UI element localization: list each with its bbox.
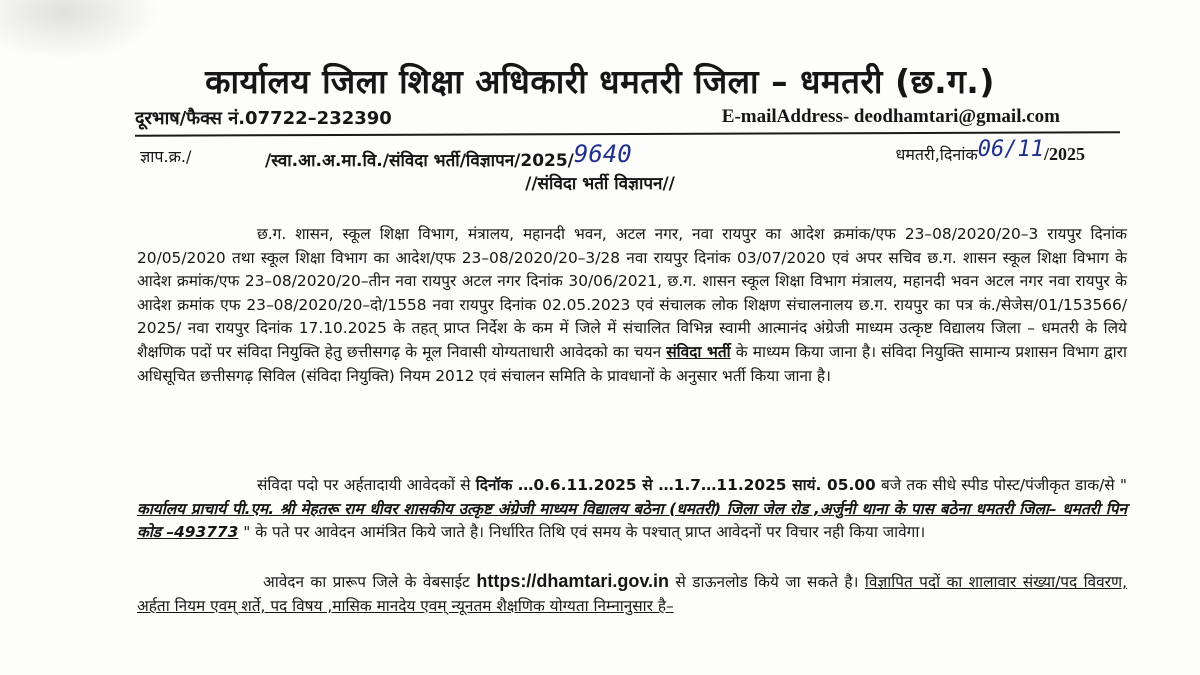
office-title: कार्यालय जिला शिक्षा अधिकारी धमतरी जिला – धमतरी (छ.ग.) xyxy=(205,62,995,101)
website-link[interactable]: https://dhamtari.gov.in xyxy=(476,571,670,591)
para2-text-c: " के पते पर आवेदन आमंत्रित किये जाते है। निर्धारित तिथि एवं समय के पश्चात् प्राप्त आवेदनों पर विचार नही किया जावेगा। xyxy=(243,523,926,542)
phone-fax: दूरभाष/फैक्स नं.07722–232390 xyxy=(135,108,392,129)
para3-text-c: विज्ञापित पदों का शालावार संख्या/पद विवरण, अर्हता नियम एवम् शर्ते, पद विषय ,मासिक मानदेय एवम् न्यूनतम शैक्षणिक योग्यता निम्नानुसार है– xyxy=(137,573,1127,615)
reference-number-handwritten: 9640 xyxy=(573,140,632,168)
notice-subheading: //संविदा भर्ती विज्ञापन// xyxy=(525,174,675,194)
email-address: E-mailAddress- deodhamtari@gmail.com xyxy=(721,106,1060,127)
para1-text-b: के माध्यम किया जाना है। संविदा नियुक्ति सामान्य प्रशासन विभाग द्वारा अधिसूचित छत्तीसगढ़ सिविल (संविदा नियुक्ति) नियम 2012 एवं संचालन समिति के प्रावधानों के अनुसार भर्ती किया जाना है। xyxy=(137,342,1127,385)
contact-row xyxy=(135,106,1060,130)
date-year: /2025 xyxy=(1043,144,1085,164)
para3-text-b: से डाऊनलोड किये जा सकते है। xyxy=(675,573,859,591)
reference-row xyxy=(140,137,1085,171)
header-divider xyxy=(135,131,1120,136)
date-handwritten: 06/11 xyxy=(977,137,1044,162)
paragraph-application xyxy=(137,474,1127,545)
application-dates: दिनॉक …0.6.11.2025 से …1.7…11.2025 सायं. 05.00 xyxy=(475,476,876,494)
paragraph-download xyxy=(137,570,1127,618)
paragraph-orders xyxy=(137,223,1127,388)
para3-text-a: आवेदन का प्रारूप जिले के वेबसाईट xyxy=(263,573,470,591)
application-address: कार्यालय प्राचार्य पी.एम. श्री मेहतरू राम धीवर शासकीय उत्कृष्ट अंग्रेजी माध्यम विद्यालय बठेना (धमतरी) जिला जेल रोड ,अर्जुनी थाना के पास बठेना धमतरी जिला– धमतरी पिन कोड –493773 xyxy=(137,499,1127,542)
para1-bold: संविदा भर्ती xyxy=(666,342,731,361)
date-label: धमतरी,दिनांक xyxy=(895,145,978,164)
para2-text-a: संविदा पदो पर अर्हतादायी आवेदकों से xyxy=(257,476,471,494)
reference-path xyxy=(265,140,632,172)
reference-path-text: /स्वा.आ.अ.मा.वि./संविदा भर्ती/विज्ञापन/2025/ xyxy=(265,151,574,171)
para2-text-b: बजे तक सीधे स्पीड पोस्ट/पंजीकृत डाक/से " xyxy=(880,476,1127,494)
para1-text-a: छ.ग. शासन, स्कूल शिक्षा विभाग, मंत्रालय, महानदी भवन, अटल नगर, नवा रायपुर का आदेश क्रमांक/एफ 23–08/2020/20–3 रायपुर दिनांक 20/05/2020 तथा स्कूल शिक्षा विभाग का आदेश/एफ 23–08/2020/20–3/28 नवा रायपुर दिनांक 03/07/2020 एवं अपर सचिव छ.ग. शासन स्कूल शिक्षा विभाग के आदेश क्रमांक/एफ 23–08/2020/20–तीन नवा रायपुर अटल नगर दिनांक 30/06/2021, छ.ग. शासन स्कूल शिक्षा विभाग मंत्रालय, महानदी भवन अटल नगर नवा रायपुर के आदेश क्रमांक एफ 23–08/2020/20–दो/1558 नवा रायपुर दिनांक 02.05.2023 एवं संचालक लोक शिक्षण संचालनालय छ.ग. रायपुर का पत्र कं./सेजेस/01/153566/ 2025/ नवा रायपुर दिनांक 17.10.2025 के तहत् प्राप्त निर्देश के कम में जिले में संचालित विभिन्न स्वामी आत्मानंद अंग्रेजी माध्यम उत्कृष्ट विद्यालय जिला – धमतरी के लिये शैक्षणिक पदों पर संविदा नियुक्ति हेतु छत्तीसगढ़ के मूल निवासी योग्यताधारी आवेदको का चयन xyxy=(137,225,1127,361)
reference-label: ज्ञाप.क्र./ xyxy=(140,147,192,166)
issue-date xyxy=(895,137,1085,166)
scan-shadow xyxy=(0,0,160,60)
